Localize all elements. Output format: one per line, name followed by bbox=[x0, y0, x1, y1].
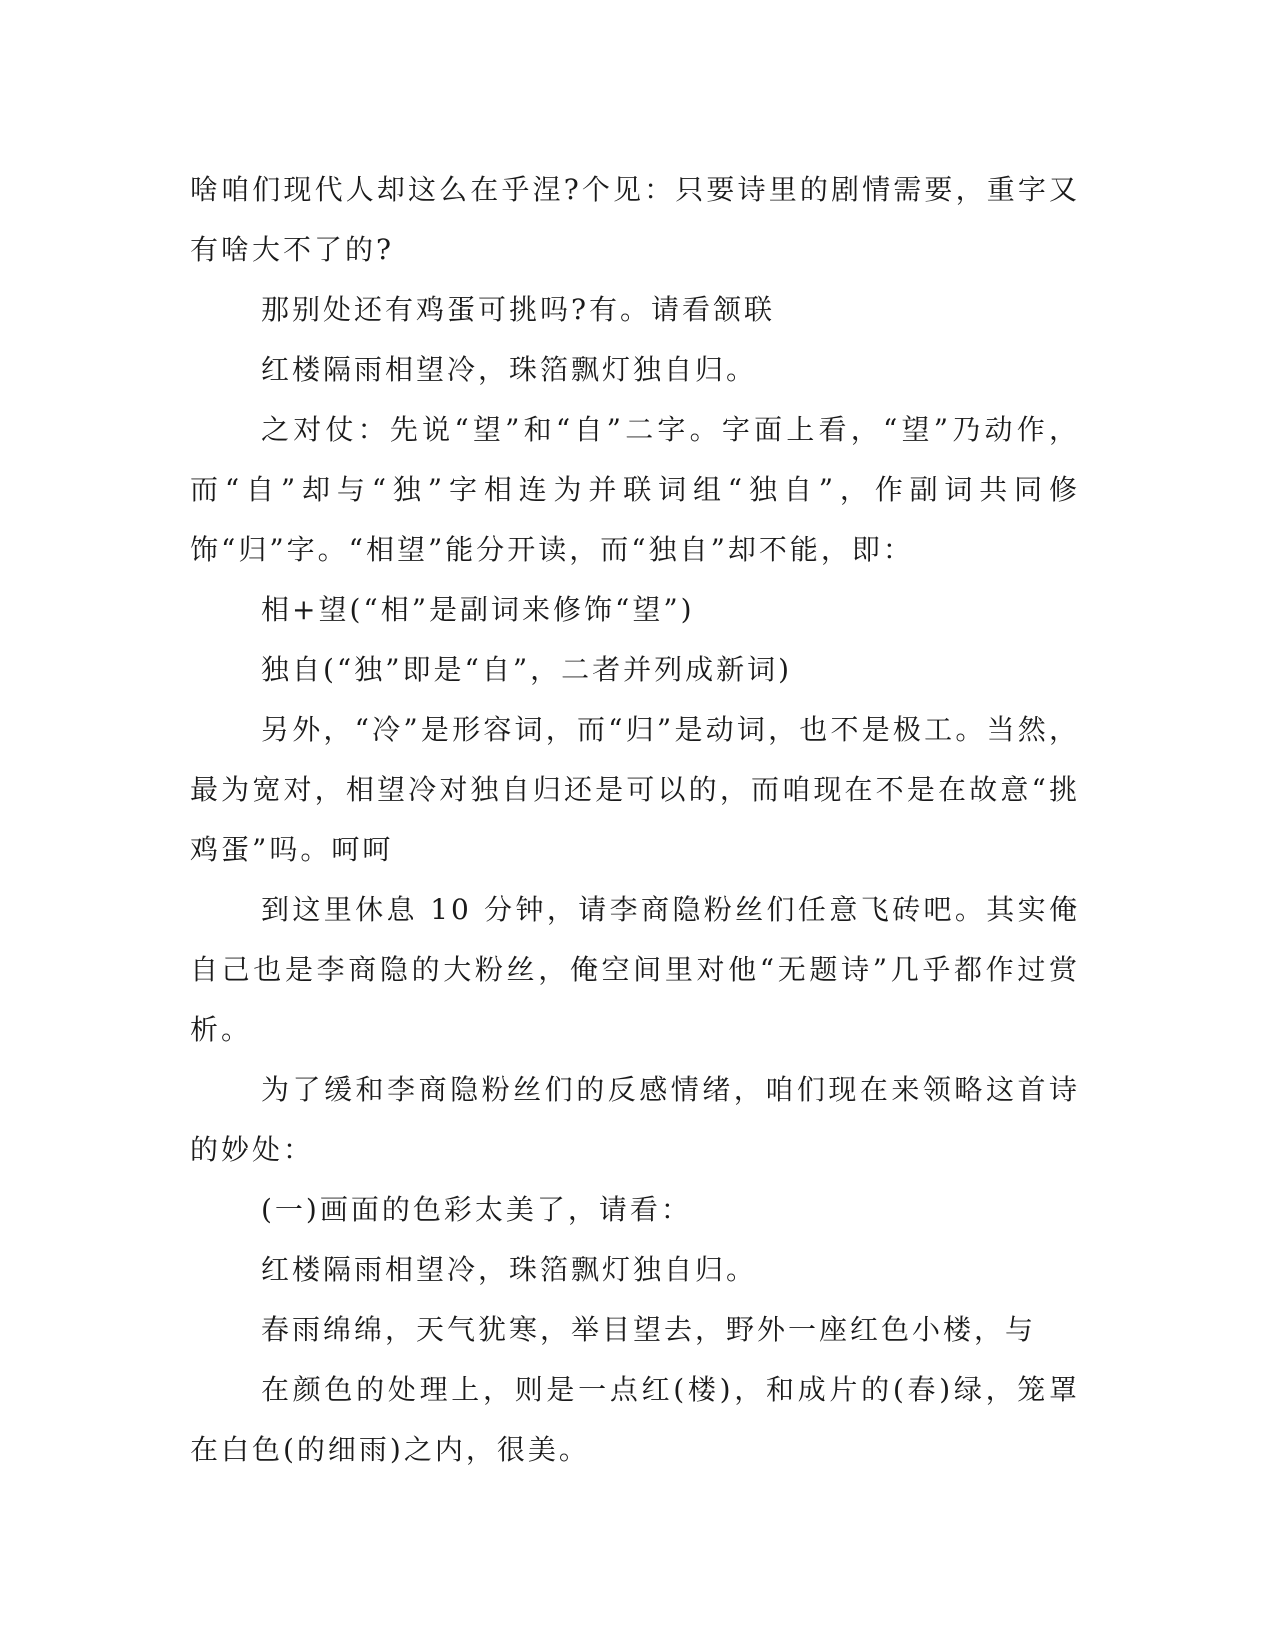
paragraph-9: 为了缓和李商隐粉丝们的反感情绪，咱们现在来领略这首诗的妙处： bbox=[190, 1073, 1080, 1166]
paragraph-2: 那别处还有鸡蛋可挑吗?有。请看颔联 bbox=[261, 293, 776, 326]
paragraph-1: 啥咱们现代人却这么在乎涅?个见：只要诗里的剧情需要，重字又有啥大不了的? bbox=[190, 173, 1080, 266]
document-body bbox=[190, 160, 1080, 1480]
paragraph-12: 春雨绵绵，天气犹寒，举目望去，野外一座红色小楼，与 bbox=[261, 1313, 1037, 1346]
paragraph-4: 之对仗：先说“望”和“自”二字。字面上看，“望”乃动作，而“自”却与“独”字相连为并联词组“独自”，作副词共同修饰“归”字。“相望”能分开读，而“独自”却不能，即： bbox=[190, 413, 1080, 566]
paragraph-13: 在颜色的处理上，则是一点红(楼)，和成片的(春)绿，笼罩在白色(的细雨)之内，很美。 bbox=[190, 1373, 1080, 1466]
paragraph-7: 另外，“冷”是形容词，而“归”是动词，也不是极工。当然，最为宽对，相望冷对独自归还是可以的，而咱现在不是在故意“挑鸡蛋”吗。呵呵 bbox=[190, 713, 1080, 866]
paragraph-5: 相+望(“相”是副词来修饰“望”) bbox=[261, 593, 695, 626]
paragraph-3-poem-line: 红楼隔雨相望冷，珠箔飘灯独自归。 bbox=[261, 353, 758, 386]
paragraph-11-poem-line: 红楼隔雨相望冷，珠箔飘灯独自归。 bbox=[261, 1253, 758, 1286]
paragraph-10: (一)画面的色彩太美了，请看： bbox=[261, 1193, 692, 1226]
paragraph-6: 独自(“独”即是“自”，二者并列成新词) bbox=[261, 653, 793, 686]
paragraph-8: 到这里休息 10 分钟，请李商隐粉丝们任意飞砖吧。其实俺自己也是李商隐的大粉丝，俺空间里对他“无题诗”几乎都作过赏析。 bbox=[190, 893, 1080, 1046]
